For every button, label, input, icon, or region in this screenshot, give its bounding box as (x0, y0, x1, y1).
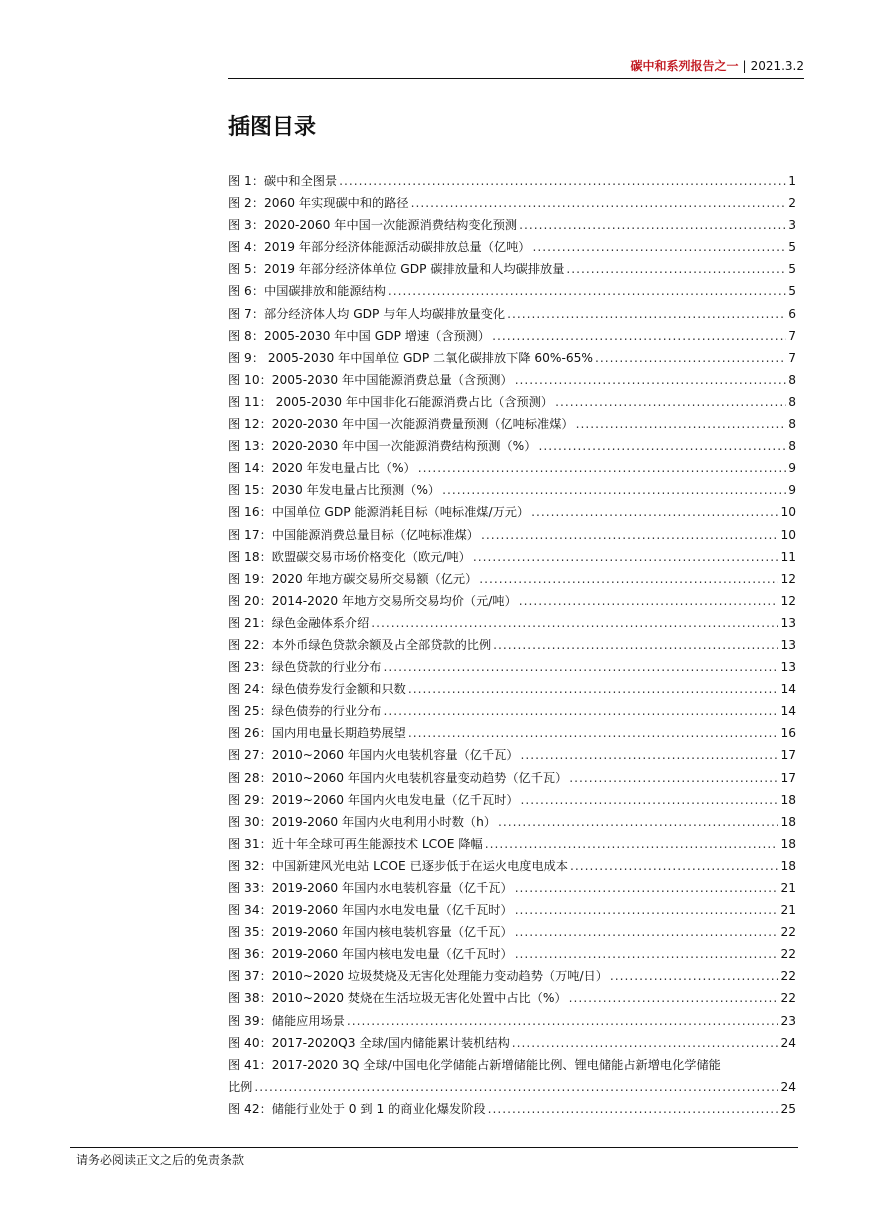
dot-leader (519, 214, 786, 236)
dot-leader (566, 258, 786, 280)
toc-entry-label: 图 15：2030 年发电量占比预测（%） (228, 483, 441, 498)
toc-entry-page: 14 (780, 682, 796, 697)
toc-entry-label: 图 24：绿色债券发行金额和只数 (228, 682, 406, 697)
toc-entry-label: 图 28：2010~2060 年国内火电装机容量变动趋势（亿千瓦） (228, 770, 568, 785)
toc-entry[interactable] (228, 744, 796, 766)
figure-list (228, 170, 796, 1120)
dot-leader (473, 546, 779, 568)
toc-entry[interactable] (228, 789, 796, 811)
toc-entry-label: 图 39：储能应用场景 (228, 1013, 345, 1028)
dot-leader (555, 391, 786, 413)
toc-entry-page: 8 (788, 394, 796, 409)
toc-entry-page: 5 (788, 284, 796, 299)
dot-leader (383, 700, 778, 722)
dot-leader (485, 833, 779, 855)
toc-entry-label: 图 22：本外币绿色贷款余额及占全部贷款的比例 (228, 637, 492, 652)
toc-entry[interactable] (228, 192, 796, 214)
toc-entry-label: 图 38：2010~2020 焚烧在生活垃圾无害化处置中占比（%） (228, 991, 567, 1006)
toc-entry-page: 3 (788, 218, 796, 233)
toc-entry-page: 14 (780, 704, 796, 719)
toc-entry[interactable] (228, 767, 796, 789)
toc-entry-label: 图 30：2019-2060 年国内火电利用小时数（h） (228, 814, 497, 829)
toc-entry[interactable] (228, 678, 796, 700)
toc-entry[interactable] (228, 943, 796, 965)
dot-leader (408, 722, 779, 744)
dot-leader (371, 612, 778, 634)
dot-leader (515, 943, 779, 965)
toc-entry[interactable] (228, 811, 796, 833)
toc-entry-label: 图 25：绿色债券的行业分布 (228, 704, 382, 719)
header-divider (228, 78, 804, 79)
page-title: 插图目录 (228, 115, 317, 140)
toc-entry-label: 图 31：近十年全球可再生能源技术 LCOE 降幅 (228, 836, 483, 851)
dot-leader (519, 590, 779, 612)
toc-entry-page: 11 (780, 549, 796, 564)
toc-entry[interactable] (228, 214, 796, 236)
toc-entry-label: 图 33：2019-2060 年国内水电装机容量（亿千瓦） (228, 881, 513, 895)
toc-entry[interactable] (228, 634, 796, 656)
dot-leader (595, 347, 786, 369)
toc-entry[interactable] (228, 369, 796, 391)
dot-leader (538, 435, 786, 457)
dot-leader (442, 479, 786, 501)
toc-entry[interactable] (228, 1010, 796, 1032)
toc-entry-page: 7 (788, 328, 796, 343)
toc-entry[interactable] (228, 921, 796, 943)
toc-entry-label: 图 23：绿色贷款的行业分布 (228, 660, 382, 675)
toc-entry-label-continued (228, 1076, 796, 1098)
toc-entry-label: 图 7：部分经济体人均 GDP 与年人均碳排放量变化 (228, 306, 506, 321)
toc-entry-label: 图 2：2060 年实现碳中和的路径 (228, 196, 409, 211)
toc-entry-page: 18 (780, 814, 796, 829)
dot-leader (532, 236, 786, 258)
toc-entry-page: 9 (788, 483, 796, 498)
toc-entry-label: 图 12：2020-2030 年中国一次能源消费量预测（亿吨标准煤） (228, 417, 574, 432)
footer-divider (70, 1147, 798, 1148)
toc-entry-page: 13 (780, 615, 796, 630)
toc-entry-page: 13 (780, 660, 796, 675)
dot-leader (479, 568, 778, 590)
dot-leader (570, 855, 778, 877)
dot-leader (254, 1076, 778, 1098)
report-header (228, 58, 804, 74)
toc-entry-page: 13 (780, 637, 796, 652)
toc-entry[interactable] (228, 236, 796, 258)
toc-entry-label: 图 41：2017-2020 3Q 全球/中国电化学储能占新增储能比例、锂电储能占新增电化学储能 (228, 1057, 721, 1072)
dot-leader (498, 811, 778, 833)
toc-entry-label: 图 11： 2005-2030 年中国非化石能源消费占比（含预测） (228, 394, 554, 409)
dot-leader (515, 899, 779, 921)
toc-entry-label: 图 10：2005-2030 年中国能源消费总量（含预测） (228, 372, 513, 387)
toc-entry-page: 18 (780, 858, 796, 873)
toc-entry-page: 6 (788, 306, 796, 321)
toc-entry[interactable] (228, 1032, 796, 1054)
dot-leader (569, 767, 778, 789)
report-series-name: 碳中和系列报告之一 (630, 59, 739, 73)
toc-entry-label: 图 42：储能行业处于 0 到 1 的商业化爆发阶段 (228, 1101, 486, 1116)
toc-entry-page: 5 (788, 262, 796, 277)
dot-leader (521, 789, 779, 811)
toc-entry-label: 图 6：中国碳排放和能源结构 (228, 284, 386, 299)
toc-entry-label-tail: 比例 (228, 1079, 253, 1094)
dot-leader (388, 280, 786, 302)
dot-leader (411, 192, 787, 214)
toc-entry-page: 8 (788, 439, 796, 454)
toc-entry-label: 图 18：欧盟碳交易市场价格变化（欧元/吨） (228, 549, 471, 564)
toc-entry-page: 18 (780, 836, 796, 851)
toc-entry-label: 图 21：绿色金融体系介绍 (228, 615, 370, 630)
toc-entry[interactable] (228, 258, 796, 280)
toc-entry[interactable] (228, 347, 796, 369)
dot-leader (408, 678, 779, 700)
dot-leader (576, 413, 787, 435)
toc-entry-page: 18 (780, 792, 796, 807)
dot-leader (515, 877, 779, 899)
toc-entry-label: 图 16：中国单位 GDP 能源消耗目标（吨标准煤/万元） (228, 505, 530, 520)
toc-entry-label: 图 36：2019-2060 年国内核电发电量（亿千瓦时） (228, 947, 513, 962)
toc-entry[interactable] (228, 590, 796, 612)
toc-entry[interactable] (228, 1054, 796, 1098)
toc-entry[interactable] (228, 612, 796, 634)
dot-leader (610, 965, 779, 987)
toc-entry[interactable] (228, 1098, 796, 1120)
dot-leader (347, 1010, 779, 1032)
toc-entry-page: 17 (780, 770, 796, 785)
toc-entry-page: 12 (780, 593, 796, 608)
dot-leader (521, 744, 779, 766)
toc-entry-page: 23 (780, 1013, 796, 1028)
toc-entry-page: 21 (780, 903, 796, 918)
dot-leader (339, 170, 786, 192)
toc-entry-label: 图 32：中国新建风光电站 LCOE 已逐步低于在运火电度电成本 (228, 858, 569, 873)
toc-entry-page: 7 (788, 350, 796, 365)
toc-entry[interactable] (228, 524, 796, 546)
dot-leader (383, 656, 778, 678)
toc-entry[interactable] (228, 987, 796, 1009)
toc-entry[interactable] (228, 435, 796, 457)
toc-entry-label: 图 5：2019 年部分经济体单位 GDP 碳排放量和人均碳排放量 (228, 262, 565, 277)
toc-entry-page: 21 (780, 881, 796, 895)
toc-entry[interactable] (228, 656, 796, 678)
toc-entry-page: 5 (788, 240, 796, 255)
toc-entry[interactable] (228, 391, 796, 413)
toc-entry-label: 图 26：国内用电量长期趋势展望 (228, 726, 406, 741)
toc-entry[interactable] (228, 877, 796, 899)
toc-entry-page: 10 (780, 505, 796, 520)
dot-leader (531, 501, 778, 523)
disclaimer-note: 请务必阅读正文之后的免责条款 (76, 1153, 245, 1167)
toc-entry-label: 图 20：2014-2020 年地方交易所交易均价（元/吨） (228, 593, 517, 608)
dot-leader (507, 303, 786, 325)
toc-entry-label: 图 40：2017-2020Q3 全球/国内储能累计装机结构 (228, 1035, 510, 1050)
toc-entry-page: 25 (780, 1101, 796, 1116)
toc-entry[interactable] (228, 479, 796, 501)
dot-leader (493, 634, 778, 656)
toc-entry-label: 图 17：中国能源消费总量目标（亿吨标准煤） (228, 527, 479, 542)
toc-entry[interactable] (228, 722, 796, 744)
toc-entry[interactable] (228, 546, 796, 568)
toc-entry-label: 图 8：2005-2030 年中国 GDP 增速（含预测） (228, 328, 491, 343)
toc-entry-label: 图 3：2020-2060 年中国一次能源消费结构变化预测 (228, 218, 518, 233)
toc-entry-label: 图 35：2019-2060 年国内核电装机容量（亿千瓦） (228, 925, 513, 940)
toc-entry-page: 8 (788, 372, 796, 387)
report-date: 2021.3.2 (750, 59, 804, 73)
dot-leader (488, 1098, 779, 1120)
toc-entry-page: 12 (780, 571, 796, 586)
toc-entry-label: 图 34：2019-2060 年国内水电发电量（亿千瓦时） (228, 903, 513, 918)
toc-entry[interactable] (228, 325, 796, 347)
dot-leader (515, 369, 787, 391)
toc-entry[interactable] (228, 833, 796, 855)
toc-entry-label: 图 14：2020 年发电量占比（%） (228, 461, 416, 476)
toc-entry-label: 图 1：碳中和全图景 (228, 174, 338, 188)
toc-entry[interactable] (228, 899, 796, 921)
dot-leader (569, 987, 779, 1009)
dot-leader (481, 524, 779, 546)
toc-entry-page: 22 (780, 969, 796, 984)
dot-leader (515, 921, 779, 943)
dot-leader (512, 1032, 779, 1054)
toc-entry-page: 10 (780, 527, 796, 542)
toc-entry-label: 图 19：2020 年地方碳交易所交易额（亿元） (228, 571, 478, 586)
toc-entry-label: 图 37：2010~2020 垃圾焚烧及无害化处理能力变动趋势（万吨/日） (228, 969, 608, 984)
toc-entry-page: 24 (780, 1079, 796, 1094)
toc-entry[interactable] (228, 700, 796, 722)
toc-entry-label: 图 9： 2005-2030 年中国单位 GDP 二氧化碳排放下降 60%-65% (228, 350, 593, 365)
toc-entry-page: 24 (780, 1035, 796, 1050)
toc-entry-page: 16 (780, 726, 796, 741)
toc-entry-label: 图 13：2020-2030 年中国一次能源消费结构预测（%） (228, 439, 537, 454)
toc-entry-page: 1 (788, 174, 796, 188)
toc-entry[interactable] (228, 965, 796, 987)
toc-entry-page: 22 (780, 947, 796, 962)
dot-leader (418, 457, 787, 479)
toc-entry-label: 图 29：2019~2060 年国内火电发电量（亿千瓦时） (228, 792, 519, 807)
toc-entry[interactable] (228, 303, 796, 325)
toc-entry[interactable] (228, 280, 796, 302)
toc-entry[interactable] (228, 855, 796, 877)
toc-entry-label: 图 27：2010~2060 年国内火电装机容量（亿千瓦） (228, 748, 519, 763)
toc-entry[interactable] (228, 413, 796, 435)
toc-entry-page: 22 (780, 925, 796, 940)
dot-leader (492, 325, 786, 347)
toc-entry[interactable] (228, 501, 796, 523)
header-separator: | (742, 59, 747, 73)
toc-entry-page: 17 (780, 748, 796, 763)
toc-entry-page: 9 (788, 461, 796, 476)
toc-entry-page: 22 (780, 991, 796, 1006)
toc-entry[interactable] (228, 568, 796, 590)
toc-entry[interactable] (228, 170, 796, 192)
toc-entry-page: 2 (788, 196, 796, 211)
toc-entry[interactable] (228, 457, 796, 479)
toc-entry-label: 图 4：2019 年部分经济体能源活动碳排放总量（亿吨） (228, 240, 531, 255)
toc-entry-page: 8 (788, 417, 796, 432)
